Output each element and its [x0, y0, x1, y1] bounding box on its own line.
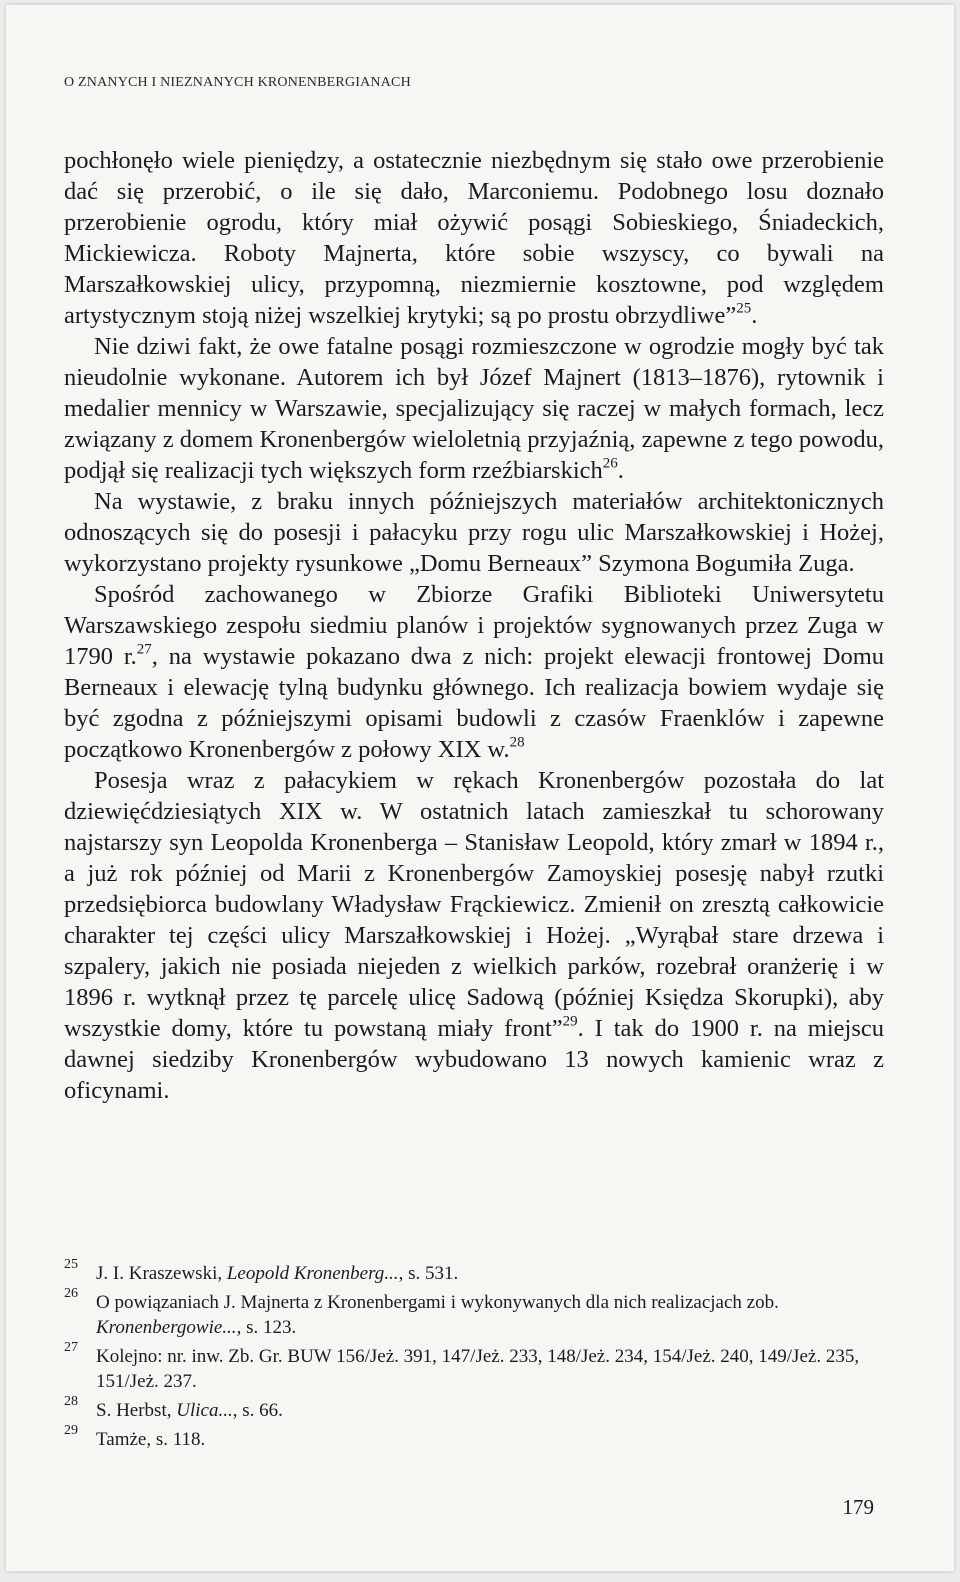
footnote-26: [64, 1286, 884, 1340]
footnote-ref: 25: [736, 300, 752, 317]
paragraph-5: [64, 765, 884, 1106]
footnote-text: Kolejno: nr. inw. Zb. Gr. BUW 156/Jeż. 391, 147/Jeż. 233, 148/Jeż. 234, 154/Jeż. 240, 149/Jeż. 235, 151/Jeż. 237.: [96, 1346, 860, 1392]
footnote-number: 27: [64, 1340, 78, 1355]
paragraph-tail: .: [751, 302, 758, 329]
paragraph-text: Posesja wraz z pałacykiem w rękach Kronenbergów pozostała do lat dziewięćdziesiątych XIX w. W ostatnich latach zamieszkał tu schorowany najstarszy syn Leopolda Kronenberga – Stanisław Leopold, który zmarł w 1894 r., a już rok później od Marii z Kronenbergów Zamoyskiej posesję nabył rzutki przedsiębiorca budowlany Władysław Frąckiewicz. Zmienił on zresztą całkowicie charakter tej części ulicy Marszałkowskiej i Hożej. „Wyrąbał stare drzewa i szpalery, jakich nie posiada niejeden z wielkich parków, rozebrał oranżerię i w 1896 r. wytknął przez tę parcelę ulicę Sadową (później Księdza Skorupki), aby wszystkie domy, które tu powstaną miały front”: [64, 767, 884, 1042]
book-page: [6, 5, 954, 1571]
paragraph-text: Spośród zachowanego w Zbiorze Grafiki Biblioteki Uniwersytetu Warszawskiego zespołu siedmiu planów i projektów sygnowanych przez Zuga w 1790 r.: [64, 581, 884, 670]
paragraph-1: [64, 145, 884, 331]
footnote-number: 29: [64, 1423, 78, 1438]
paragraph-text: pochłonęło wiele pieniędzy, a ostatecznie niezbędnym się stało owe przerobienie dać się przerobić, o ile się dało, Marconiemu. Podobnego losu doznało przerobienie ogrodu, który miał ożywić posągi Sobieskiego, Śniadeckich, Mickiewicza. Roboty Majnerta, które sobie wszyscy, co bywali na Marszałkowskiej ulicy, przypomną, niezmiernie kosztowne, pod względem artystycznym stoją niżej wszelkiej krytyki; są po prostu obrzydliwe”: [64, 147, 884, 329]
footnote-text: O powiązaniach J. Majnerta z Kronenbergami i wykonywanych dla nich realizacjach zob. Kronenbergowie..., s. 123.: [96, 1292, 779, 1338]
footnote-text: J. I. Kraszewski, Leopold Kronenberg..., s. 531.: [96, 1263, 459, 1284]
running-header: O ZNANYCH I NIEZNANYCH KRONENBERGIANACH: [64, 75, 411, 90]
paragraph-4: [64, 579, 884, 765]
footnote-ref: 26: [602, 455, 618, 472]
paragraph-text: . I tak do 1900 r. na miejscu dawnej siedziby Kronenbergów wybudowano 13 nowych kamienic wraz z oficynami.: [64, 1015, 884, 1104]
footnote-ref: 27: [136, 641, 152, 658]
body-text: [64, 145, 884, 1106]
footnote-28: [64, 1394, 884, 1423]
page-number: 179: [842, 1495, 874, 1519]
footnote-text: S. Herbst, Ulica..., s. 66.: [96, 1400, 283, 1421]
footnote-number: 28: [64, 1394, 78, 1409]
footnote-ref: 29: [562, 1013, 578, 1030]
paragraph-text: , na wystawie pokazano dwa z nich: projekt elewacji frontowej Domu Berneaux i elewację tylną budynku głównego. Ich realizacja bowiem wydaje się być zgodna z późniejszymi opisami budowli z czasów Fraenklów i zapewne początkowo Kronenbergów z połowy XIX w.: [64, 643, 885, 763]
footnote-number: 26: [64, 1286, 78, 1301]
paragraph-text: Na wystawie, z braku innych późniejszych materiałów architektonicznych odnoszących się do posesji i pałacyku przy rogu ulic Marszałkowskiej i Hożej, wykorzystano projekty rysunkowe „Domu Berneaux” Szymona Bogumiła Zuga.: [64, 488, 884, 577]
footnote-29: [64, 1423, 884, 1452]
footnotes: [64, 1257, 884, 1456]
paragraph-3: [64, 486, 884, 579]
footnote-27: [64, 1340, 884, 1394]
paragraph-tail: .: [617, 457, 624, 484]
paragraph-text: Nie dziwi fakt, że owe fatalne posągi rozmieszczone w ogrodzie mogły być tak nieudolnie wykonane. Autorem ich był Józef Majnert (1813–1876), rytownik i medalier mennicy w Warszawie, specjalizujący się raczej w małych formach, lecz związany z domem Kronenbergów wieloletnią przyjaźnią, zapewne z tego powodu, podjął się realizacji tych większych form rzeźbiarskich: [64, 333, 884, 484]
footnote-ref: 28: [509, 734, 525, 751]
footnote-number: 25: [64, 1257, 78, 1272]
paragraph-2: [64, 331, 884, 486]
footnote-25: [64, 1257, 884, 1286]
footnote-text: Tamże, s. 118.: [96, 1429, 206, 1450]
